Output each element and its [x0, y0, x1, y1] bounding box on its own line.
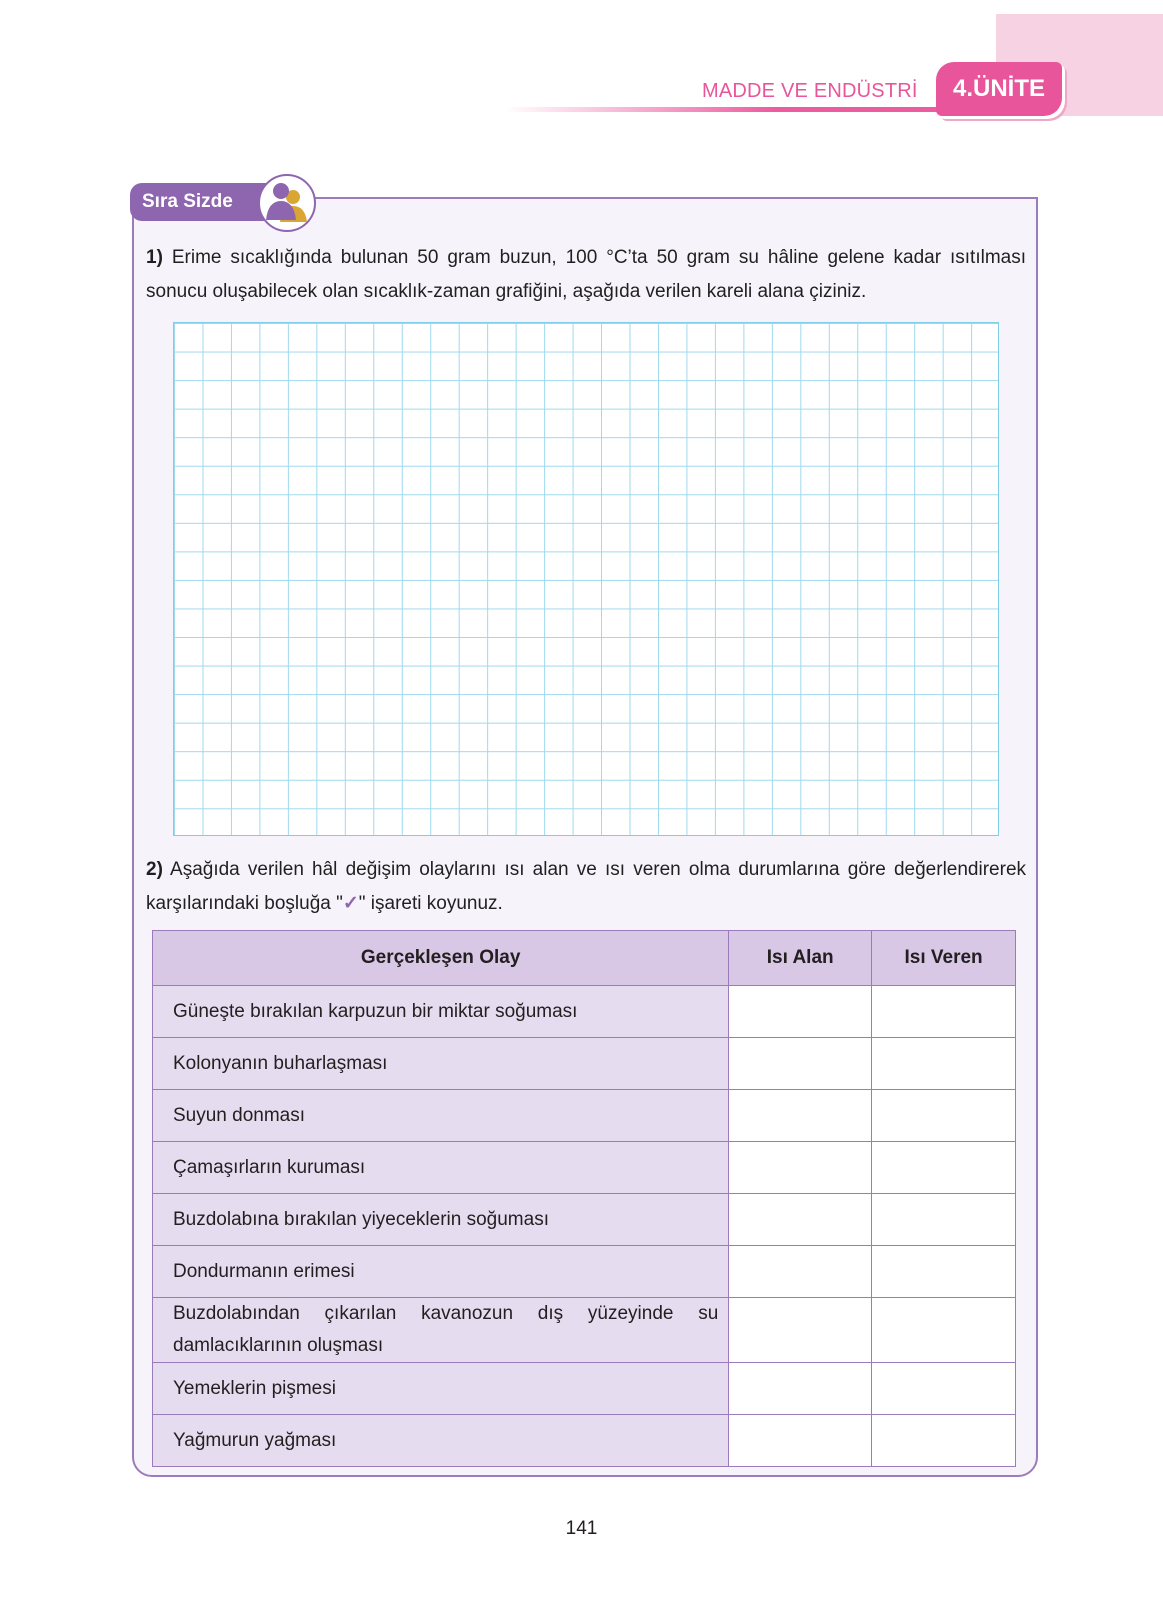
event-cell: Güneşte bırakılan karpuzun bir miktar soğuması [153, 986, 729, 1038]
check-mark-icon: ✓ [342, 893, 359, 914]
release-cell[interactable] [872, 1038, 1016, 1090]
table-row [153, 1363, 1016, 1415]
header-heat-absorb: Isı Alan [729, 931, 872, 986]
event-cell: Dondurmanın erimesi [153, 1246, 729, 1298]
release-cell[interactable] [872, 1090, 1016, 1142]
absorb-cell[interactable] [729, 1038, 872, 1090]
question-1-number: 1) [146, 247, 163, 268]
unit-badge [936, 62, 1062, 116]
event-cell: Buzdolabından çıkarılan kavanozun dış yüzeyinde su damlacıklarının oluşması [153, 1298, 729, 1363]
table-row [153, 1415, 1016, 1467]
absorb-cell[interactable] [729, 1142, 872, 1194]
table-row [153, 1246, 1016, 1298]
release-cell[interactable] [872, 986, 1016, 1038]
absorb-cell[interactable] [729, 1194, 872, 1246]
absorb-cell[interactable] [729, 1246, 872, 1298]
question-2-text-before: Aşağıda verilen hâl değişim olaylarını ısı alan ve ısı veren olma durumlarına göre değerlendirerek karşılarındaki boşluğa " [146, 859, 1027, 914]
release-cell[interactable] [872, 1194, 1016, 1246]
release-cell[interactable] [872, 1142, 1016, 1194]
release-cell[interactable] [872, 1246, 1016, 1298]
table-row [153, 986, 1016, 1038]
event-cell: Yemeklerin pişmesi [153, 1363, 729, 1415]
question-1 [146, 241, 1026, 309]
table-row [153, 1298, 1016, 1363]
unit-badge-label: 4.ÜNİTE [952, 75, 1045, 102]
header-line [505, 107, 950, 112]
absorb-cell[interactable] [729, 1415, 872, 1467]
table-row [153, 1038, 1016, 1090]
question-2-number: 2) [146, 859, 163, 880]
two-people-icon [258, 174, 316, 232]
question-2 [146, 853, 1026, 921]
event-cell: Suyun donması [153, 1090, 729, 1142]
header-event: Gerçekleşen Olay [153, 931, 729, 986]
absorb-cell[interactable] [729, 1090, 872, 1142]
table-row [153, 1142, 1016, 1194]
table-row [153, 1194, 1016, 1246]
table-header-row [153, 931, 1016, 986]
page-number: 141 [565, 1518, 598, 1539]
drawing-grid[interactable] [173, 322, 999, 836]
event-cell: Yağmurun yağması [153, 1415, 729, 1467]
events-table [152, 930, 1016, 1467]
event-cell: Buzdolabına bırakılan yiyeceklerin soğuması [153, 1194, 729, 1246]
event-cell: Çamaşırların kuruması [153, 1142, 729, 1194]
event-cell: Kolonyanın buharlaşması [153, 1038, 729, 1090]
unit-title: MADDE VE ENDÜSTRİ [702, 80, 918, 102]
release-cell[interactable] [872, 1298, 1016, 1363]
absorb-cell[interactable] [729, 1298, 872, 1363]
activity-label: Sıra Sizde [142, 191, 233, 212]
header-heat-release: Isı Veren [872, 931, 1016, 986]
release-cell[interactable] [872, 1363, 1016, 1415]
absorb-cell[interactable] [729, 986, 872, 1038]
question-1-text: Erime sıcaklığında bulunan 50 gram buzun, 100 °C’ta 50 gram su hâline gelene kadar ısıtılması sonucu oluşabilecek olan sıcaklık-zaman grafiğini, aşağıda verilen kareli alana çiziniz. [146, 247, 1026, 302]
release-cell[interactable] [872, 1415, 1016, 1467]
question-2-text-after: " işareti koyunuz. [358, 893, 503, 914]
table-row [153, 1090, 1016, 1142]
absorb-cell[interactable] [729, 1363, 872, 1415]
